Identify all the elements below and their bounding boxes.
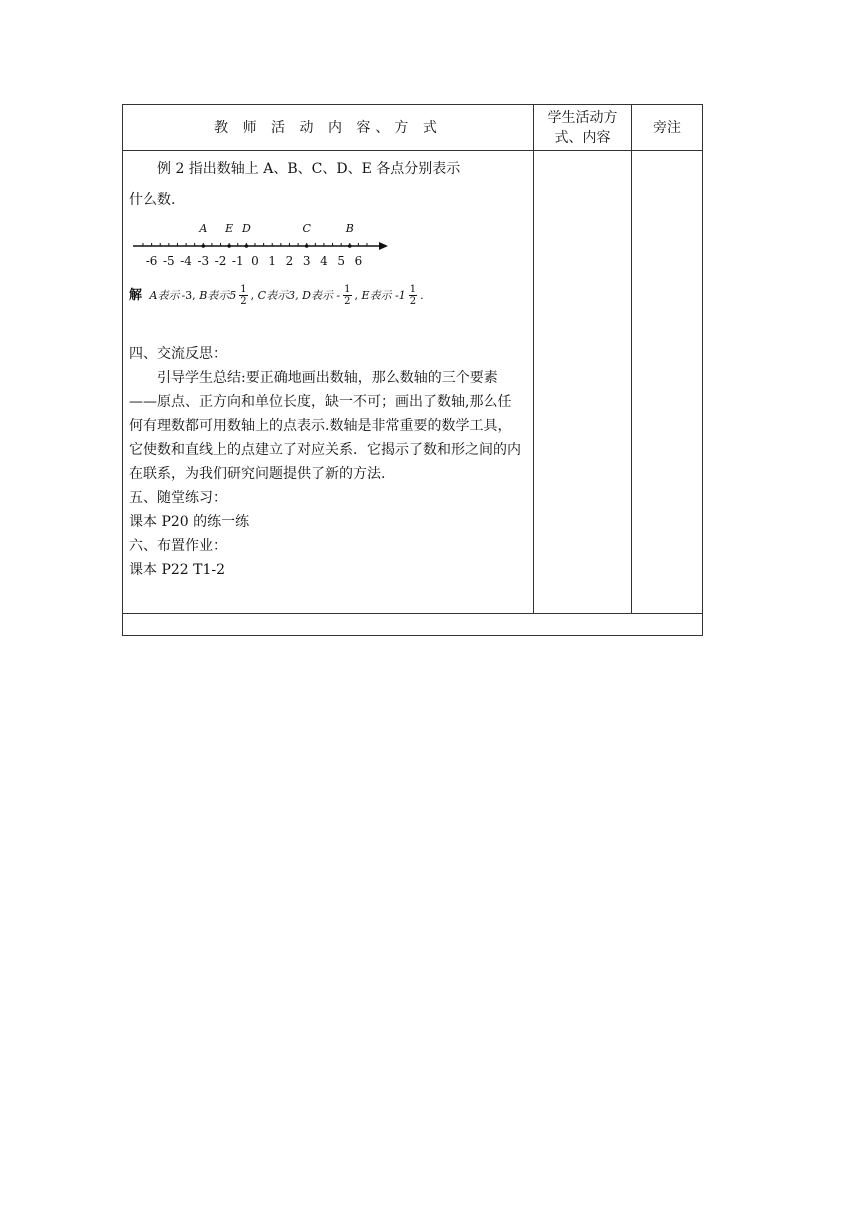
footer-divider [123,613,702,614]
lesson-plan-table [122,104,703,636]
homework-title: 六、布置作业： [129,538,227,554]
number-line-tick-label: 5 [337,254,345,268]
reflection-text: 引导学生总结:要正确地画出数轴，那么数轴的三个要素——原点、正方向和单位长度，缺一不可；画出了数轴,那么任何有理数都可用数轴上的点表示.数轴是非常重要的数学工具，它使数和直线上的点建立了对应关系．它揭示了数和形之间的内在联系，为我们研究问题提供了新的方法. [129,370,521,482]
solution-b: B表示5 $\frac{1}{2}$ , [199,284,255,307]
number-line-tick-label: -2 [214,254,227,268]
example-title: 例 2 指出数轴上 A、B、C、D、E 各点分别表示 [157,161,461,177]
solution-line [129,284,525,326]
number-line-tick-label: 2 [285,254,294,268]
number-line-figure [131,220,391,272]
homework-text: 课本 P22 T1-2 [129,562,226,578]
solution-prefix: 解 [129,287,143,303]
note-header: 旁注 [653,120,681,136]
number-line-svg [131,220,391,272]
solution-e: E表示 -1 $\frac{1}{2}$ . [361,284,424,307]
solution-a: A表示 -3, [149,288,196,302]
number-line-point-label: C [302,222,311,235]
number-line-point-label: B [345,222,354,235]
number-line-tick-label: -1 [231,254,244,268]
number-line-tick-label: -6 [145,254,158,268]
number-line-tick-label: 3 [302,254,311,268]
practice-title: 五、随堂练习： [129,490,227,506]
arrow-head-icon [379,242,388,250]
number-line-point [245,244,249,248]
number-line-tick-label: -4 [180,254,192,268]
fraction-b: $\frac{1}{2}$ [240,284,247,307]
number-line-point [202,244,206,248]
reflection-title: 四、交流反思： [129,346,227,362]
number-line-tick-label: 6 [354,254,363,268]
number-line-point [348,244,352,248]
fraction-d: $\frac{1}{2}$ [344,284,351,307]
solution-d: D表示 - $\frac{1}{2}$ , [302,284,358,307]
column-divider-2 [631,105,632,613]
number-line-tick-label: 0 [251,254,259,268]
number-line-point [227,244,231,248]
column-divider-1 [533,105,534,613]
number-line-tick-label: 1 [268,254,277,268]
teacher-activity-header: 教 师 活 动 内 容、方 式 [214,120,442,136]
teacher-content [129,157,525,582]
number-line-tick-label: -3 [197,254,210,268]
practice-text: 课本 P20 的练一练 [129,514,250,530]
number-line-point [305,244,309,248]
student-activity-header: 学生活动方式、内容 [547,110,618,146]
solution-c: C表示3, [257,288,299,302]
example-subtitle: 什么数. [129,192,176,208]
fraction-e: $\frac{1}{2}$ [409,284,417,307]
number-line-tick-label: 4 [320,254,328,268]
number-line-point-label: A [199,222,208,235]
number-line-point-label: E [225,222,234,235]
number-line-point-label: D [241,222,251,235]
number-line-tick-label: -5 [162,254,175,268]
